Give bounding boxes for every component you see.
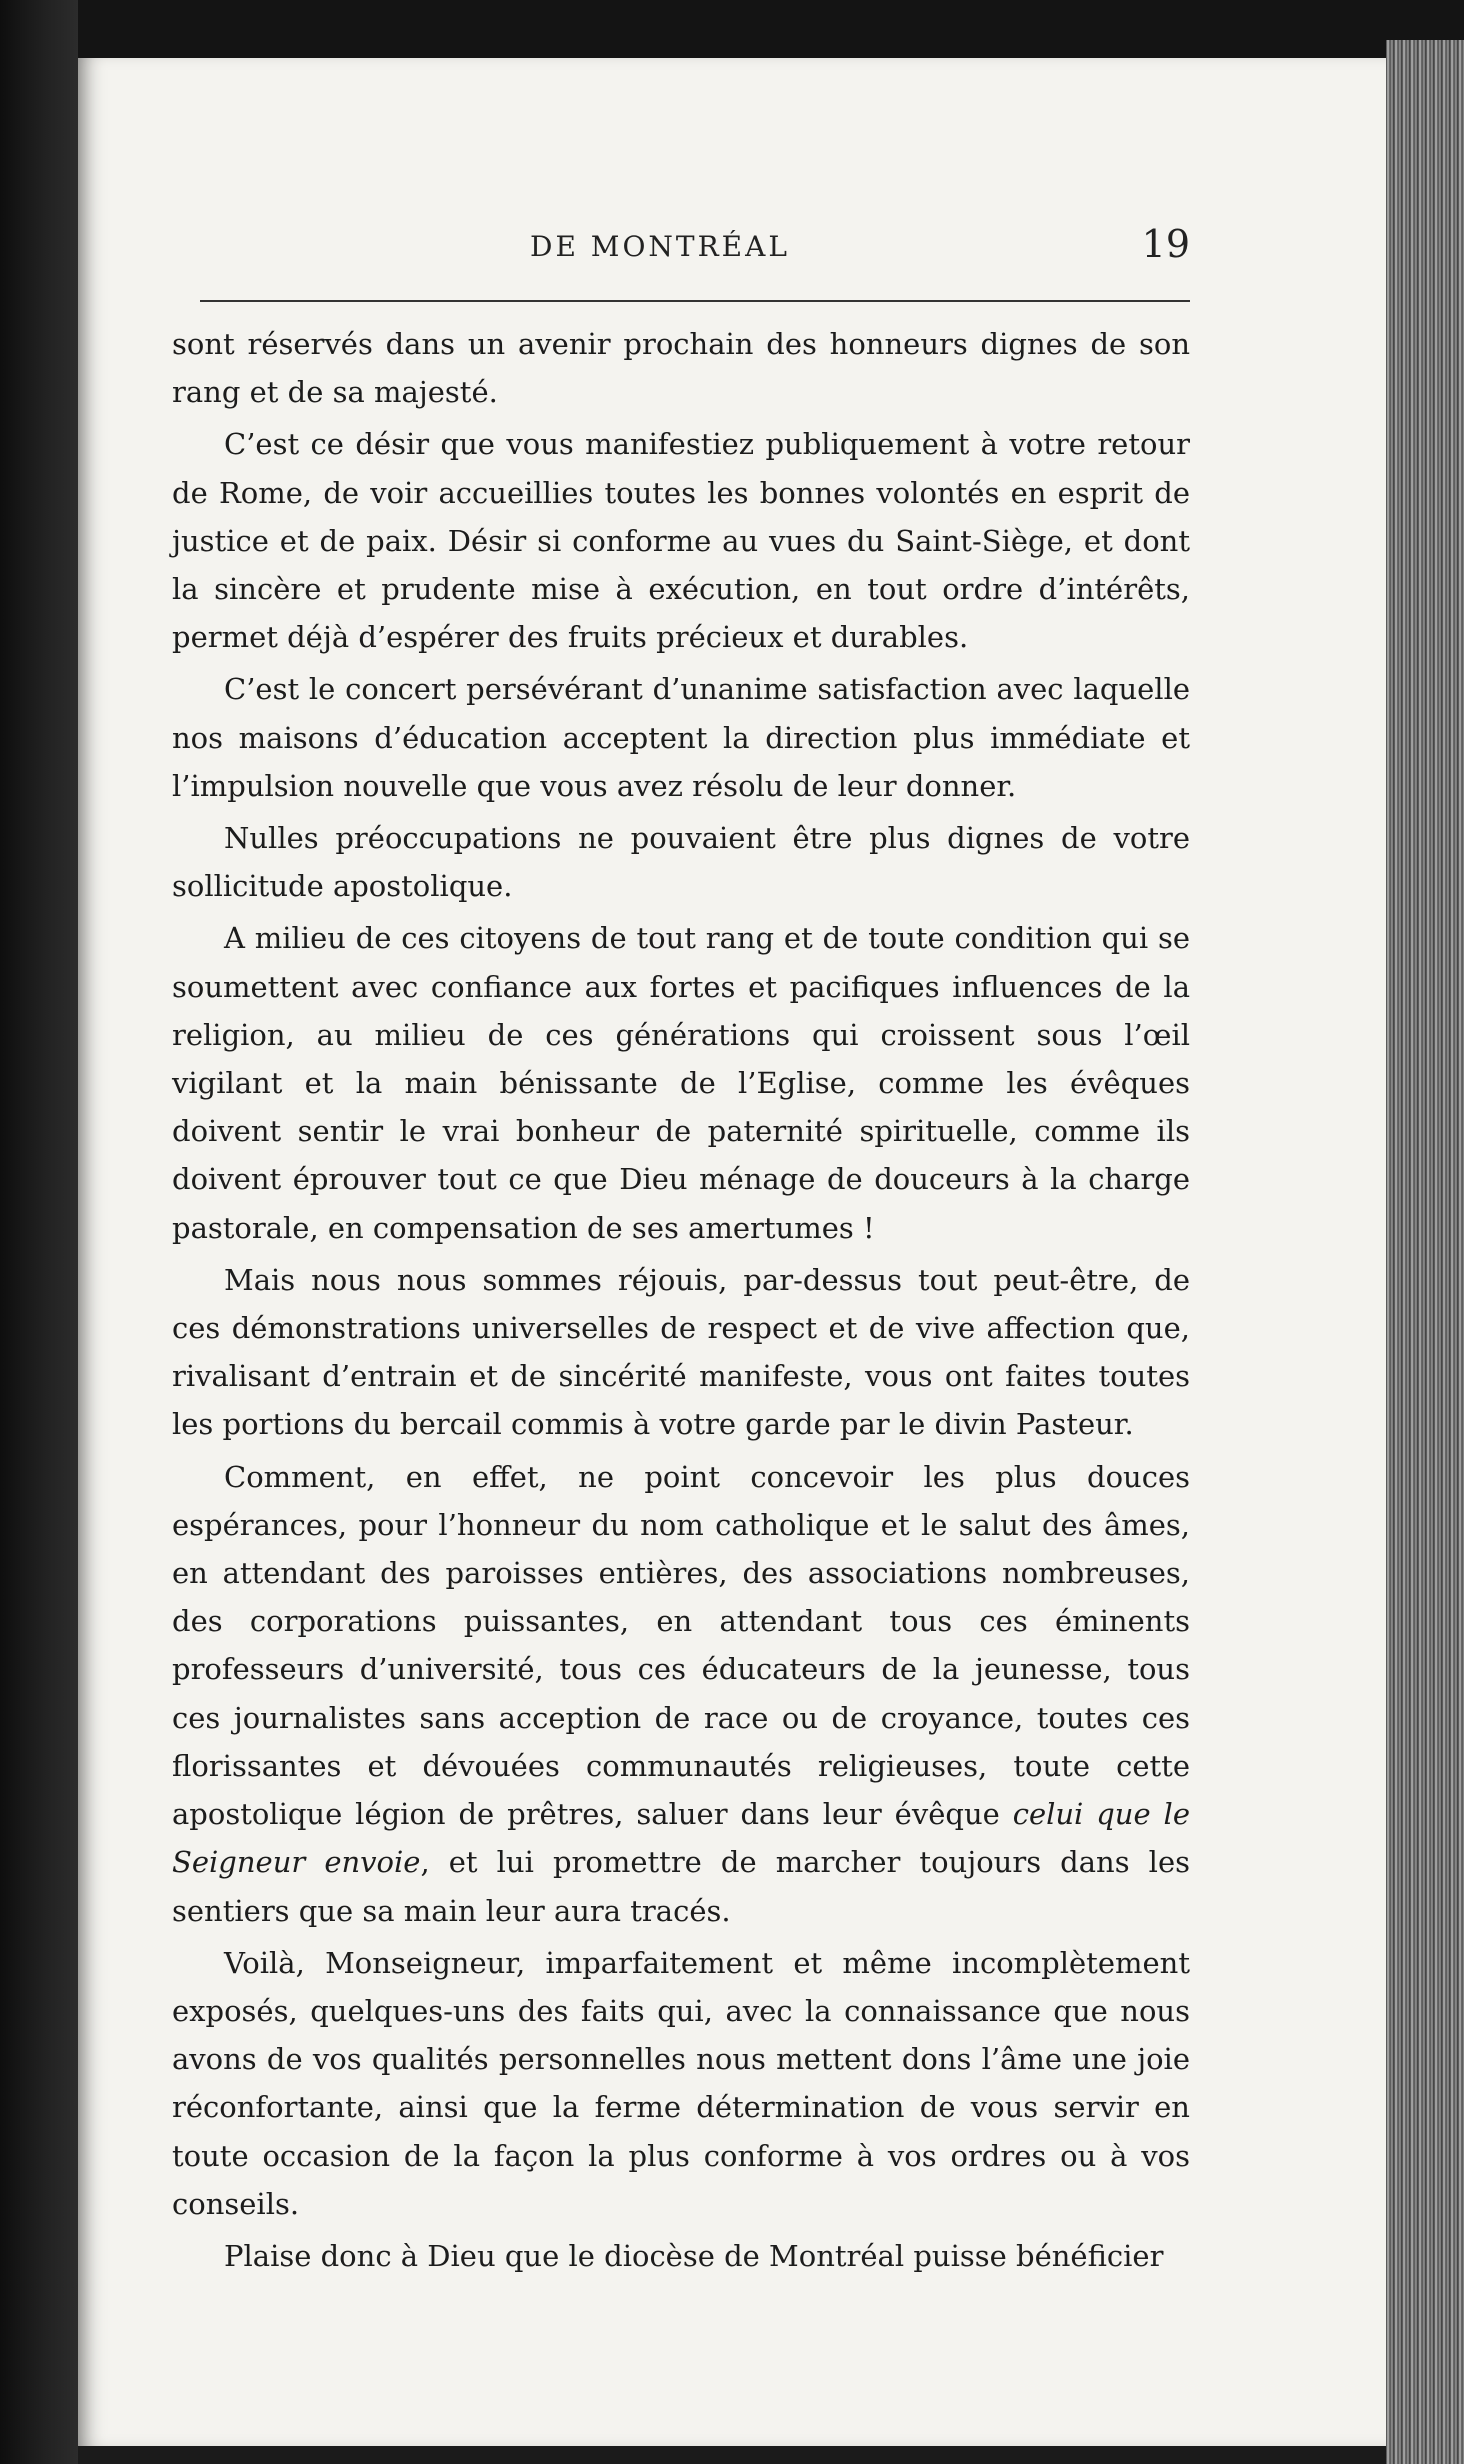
paragraph: Nulles préoccupations ne pouvaient être plus dignes de votre sollicitude apostolique. (172, 821, 1190, 904)
book-gutter (0, 0, 78, 2464)
running-title: DE MONTRÉAL (530, 230, 790, 263)
paragraph-text: , et lui promettre de marcher toujours dans les sentiers que sa main leur aura tracés. (172, 1845, 1190, 1928)
paragraph: Plaise donc à Dieu que le diocèse de Montréal puisse bénéficier (224, 2238, 1164, 2273)
page-edges (1386, 40, 1464, 2464)
running-head (200, 222, 1190, 280)
paragraph: Mais nous nous sommes réjouis, par-dessus tout peut-être, de ces démonstrations universelles de respect et de vive affection que, rivalisant d’entrain et de sincérité manifeste, vous ont faites toutes les portions du bercail commis à votre garde par le divin Pasteur. (172, 1262, 1190, 1442)
body-text (172, 320, 1190, 2280)
paragraph: C’est le concert persévérant d’unanime satisfaction avec laquelle nos maisons d’éducation acceptent la direction plus immédiate et l’impulsion nouvelle que vous avez résolu de leur donner. (172, 672, 1190, 803)
page-number: 19 (1141, 222, 1190, 266)
header-rule (200, 300, 1190, 302)
paragraph (172, 1453, 1190, 1935)
scan-background-top (78, 0, 1464, 58)
paragraph: A milieu de ces citoyens de tout rang et de toute condition qui se soumettent avec confiance aux fortes et pacifiques influences de la religion, au milieu de ces générations qui croissent sous l’œil vigilant et la main bénissante de l’Eglise, comme les évêques doivent sentir le vrai bonheur de paternité spirituelle, comme ils doivent éprouver tout ce que Dieu ménage de douceurs à la charge pastorale, en compensation de ses amertumes ! (172, 921, 1190, 1245)
paragraph: C’est ce désir que vous manifestiez publiquement à votre retour de Rome, de voir accueillies toutes les bonnes volontés en esprit de justice et de paix. Désir si conforme au vues du Saint-Siège, et dont la sincère et prudente mise à exécution, en tout ordre d’intérêts, permet déjà d’espérer des fruits précieux et durables. (172, 427, 1190, 655)
paragraph-text: Comment, en effet, ne point concevoir les plus douces espérances, pour l’honneur du nom catholique et le salut des âmes, en attendant des paroisses entières, des associations nombreuses, des corporations puissantes, en attendant tous ces éminents professeurs d’université, tous ces éducateurs de la jeunesse, tous ces journalistes sans acception de race ou de croyance, toutes ces florissantes et dévouées communautés religieuses, toute cette apostolique légion de prêtres, saluer dans leur évêque (172, 1459, 1190, 1832)
paragraph: sont réservés dans un avenir prochain des honneurs dignes de son rang et de sa majesté. (172, 327, 1190, 410)
paragraph: Voilà, Monseigneur, imparfaitement et même incomplètement exposés, quelques-uns des faits qui, avec la connaissance que nous avons de vos qualités personnelles nous mettent dons l’âme une joie réconfortante, ainsi que la ferme détermination de vous servir en toute occasion de la façon la plus conforme à vos ordres ou à vos conseils. (172, 1945, 1190, 2221)
italic-quote: celui que le Seigneur envoie (172, 1797, 1190, 1880)
